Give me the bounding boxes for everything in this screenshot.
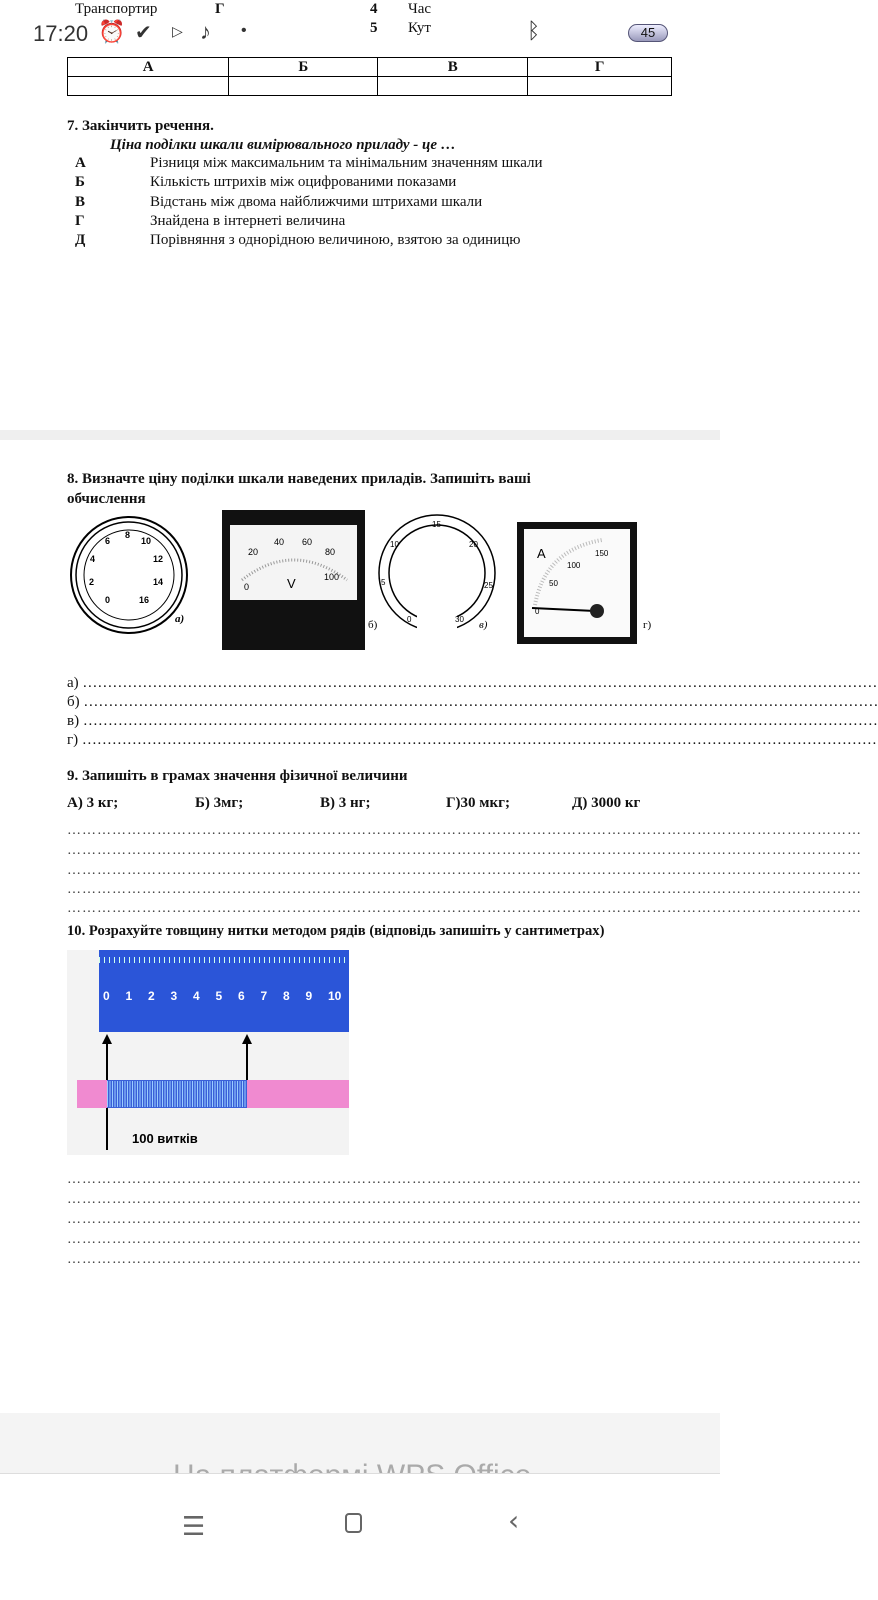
ruler-label: 10 xyxy=(328,989,342,1003)
q8-answer-line[interactable]: а) …………………………………………………………………………………………………………………………………………… xyxy=(67,675,878,691)
gauge-d xyxy=(517,522,652,644)
svg-text:100 витків: 100 витків xyxy=(132,1131,198,1146)
alarm-icon: ⏰ xyxy=(98,19,126,44)
ruler-label: 7 xyxy=(260,989,268,1003)
answer-dotted-line[interactable]: …………………………………………………………………………………………………………………………………………… xyxy=(67,823,862,838)
q8-answer-line[interactable]: г) …………………………………………………………………………………………………………………………………………… xyxy=(67,732,877,748)
q7-option-text: Кількість штрихів між оцифрованими показами xyxy=(150,174,457,190)
table-header: А xyxy=(68,58,229,77)
svg-text:15: 15 xyxy=(432,520,441,529)
svg-text:20: 20 xyxy=(248,547,259,557)
svg-text:100: 100 xyxy=(567,561,581,570)
answer-dotted-line[interactable]: …………………………………………………………………………………………………………………………………………… xyxy=(67,843,862,858)
answer-dotted-line[interactable]: …………………………………………………………………………………………………………………………………………… xyxy=(67,1232,862,1247)
q10-title: 10. Розрахуйте товщину нитки методом рядів (відповідь запишіть у сантиметрах) xyxy=(67,923,605,939)
svg-text:в): в) xyxy=(479,619,488,631)
q7-subtitle: Ціна поділки шкали вимірювального приладу - це … xyxy=(110,137,456,153)
answer-dotted-line[interactable]: …………………………………………………………………………………………………………………………………………… xyxy=(67,1192,862,1207)
svg-text:14: 14 xyxy=(153,577,164,587)
row-num: 4 xyxy=(370,1,378,17)
svg-text:а): а) xyxy=(175,613,185,625)
q7-option-letter: Б xyxy=(75,174,85,190)
q9-option: В) 3 нг; xyxy=(320,795,371,811)
svg-text:100: 100 xyxy=(324,572,340,582)
q7-title: 7. Закінчить речення. xyxy=(67,118,214,134)
svg-text:5: 5 xyxy=(381,578,386,587)
battery-indicator: 45 xyxy=(628,24,668,42)
q7-option-text: Різниця між максимальним та мінімальним значенням шкали xyxy=(150,155,543,171)
answer-dotted-line[interactable]: …………………………………………………………………………………………………………………………………………… xyxy=(67,1172,862,1187)
q7-option-letter: А xyxy=(75,155,86,171)
ruler-label: 8 xyxy=(283,989,290,1003)
ruler-label: 9 xyxy=(305,989,313,1003)
thread-ruler-image xyxy=(67,950,349,1155)
instrument-images xyxy=(67,510,667,655)
ruler-label: 0 xyxy=(103,989,110,1003)
ruler-label: 4 xyxy=(193,989,200,1003)
answer-table xyxy=(67,57,672,96)
svg-text:25: 25 xyxy=(484,581,493,590)
ruler-label: 3 xyxy=(170,989,178,1003)
bluetooth-icon: ᛒ xyxy=(527,18,541,43)
status-time: 17:20 xyxy=(33,21,89,46)
q7-option-text: Відстань між двома найближчими штрихами шкали xyxy=(150,194,483,210)
svg-text:12: 12 xyxy=(153,554,164,564)
svg-text:6: 6 xyxy=(105,536,111,546)
table-cell[interactable] xyxy=(528,77,672,96)
table-cell[interactable] xyxy=(378,77,528,96)
music-icon: ♪ xyxy=(200,19,211,44)
dot-icon: • xyxy=(241,22,247,39)
gauge-b xyxy=(222,510,378,650)
q8-title-2: обчислення xyxy=(67,491,146,507)
table-cell[interactable] xyxy=(229,77,378,96)
row-word: Кут xyxy=(408,20,431,36)
svg-text:10: 10 xyxy=(141,536,152,546)
svg-text:г): г) xyxy=(643,619,652,631)
q8-title: 8. Визначте ціну поділки шкали наведених приладів. Запишіть ваші xyxy=(67,471,531,487)
svg-text:16: 16 xyxy=(139,595,150,605)
home-button[interactable] xyxy=(345,1513,362,1533)
svg-text:20: 20 xyxy=(469,540,478,549)
svg-text:0: 0 xyxy=(244,582,250,592)
table-header: В xyxy=(378,58,528,77)
q9-option: Б) 3мг; xyxy=(195,795,244,811)
answer-dotted-line[interactable]: …………………………………………………………………………………………………………………………………………… xyxy=(67,863,862,878)
back-button[interactable]: ‹ xyxy=(508,1504,520,1537)
svg-text:80: 80 xyxy=(325,547,336,557)
row-num: 5 xyxy=(370,20,378,36)
ruler-label: 6 xyxy=(238,989,245,1003)
svg-text:4: 4 xyxy=(90,554,96,564)
menu-button[interactable]: ☰ xyxy=(182,1512,206,1542)
q9-title: 9. Запишіть в грамах значення фізичної величини xyxy=(67,768,408,784)
table-header: Г xyxy=(528,58,672,77)
q7-option-text: Знайдена в інтернеті величина xyxy=(150,213,346,229)
svg-text:V: V xyxy=(287,576,296,591)
gauge-a xyxy=(71,517,187,633)
table-cell[interactable] xyxy=(68,77,229,96)
table-header: Б xyxy=(229,58,378,77)
answer-dotted-line[interactable]: …………………………………………………………………………………………………………………………………………… xyxy=(67,901,862,916)
svg-text:150: 150 xyxy=(595,549,609,558)
q8-answer-line[interactable]: в) …………………………………………………………………………………………………………………………………………… xyxy=(67,713,878,729)
svg-text:б): б) xyxy=(368,619,378,631)
svg-text:0: 0 xyxy=(535,607,540,616)
q9-option: Г)30 мкг; xyxy=(446,795,510,811)
q9-option: А) 3 кг; xyxy=(67,795,119,811)
answer-dotted-line[interactable]: …………………………………………………………………………………………………………………………………………… xyxy=(67,882,862,897)
svg-text:50: 50 xyxy=(549,579,558,588)
q7-option-text: Порівняння з однорідною величиною, взятою за одиницю xyxy=(150,232,521,248)
ruler-label: 5 xyxy=(215,989,223,1003)
svg-text:2: 2 xyxy=(89,577,95,587)
row-letter: Г xyxy=(215,1,225,17)
svg-text:60: 60 xyxy=(302,537,313,547)
answer-dotted-line[interactable]: …………………………………………………………………………………………………………………………………………… xyxy=(67,1212,862,1227)
row-word: Час xyxy=(408,1,432,17)
row-item: Транспортир xyxy=(75,1,158,17)
svg-text:8: 8 xyxy=(125,530,131,540)
ruler-label: 1 xyxy=(125,989,133,1003)
wps-banner xyxy=(0,1413,720,1473)
svg-text:10: 10 xyxy=(390,540,399,549)
gauge-c xyxy=(379,515,495,635)
svg-text:0: 0 xyxy=(105,595,111,605)
svg-text:A: A xyxy=(537,546,546,561)
q9-option: Д) 3000 кг xyxy=(572,795,641,811)
svg-text:30: 30 xyxy=(455,615,464,624)
svg-text:40: 40 xyxy=(274,537,285,547)
q7-option-letter: Г xyxy=(75,213,85,229)
svg-text:0: 0 xyxy=(407,615,412,624)
navigation-bar xyxy=(0,1473,720,1600)
ruler-label: 2 xyxy=(148,989,155,1003)
q8-answer-line[interactable]: б) …………………………………………………………………………………………………………………………………………… xyxy=(67,694,878,710)
q7-option-letter: В xyxy=(75,194,86,210)
check-icon: ✔ xyxy=(135,22,152,44)
play-icon: ▷ xyxy=(172,23,183,39)
page-gap xyxy=(0,430,720,440)
answer-dotted-line[interactable]: …………………………………………………………………………………………………………………………………………… xyxy=(67,1252,862,1267)
q7-option-letter: Д xyxy=(75,232,86,248)
